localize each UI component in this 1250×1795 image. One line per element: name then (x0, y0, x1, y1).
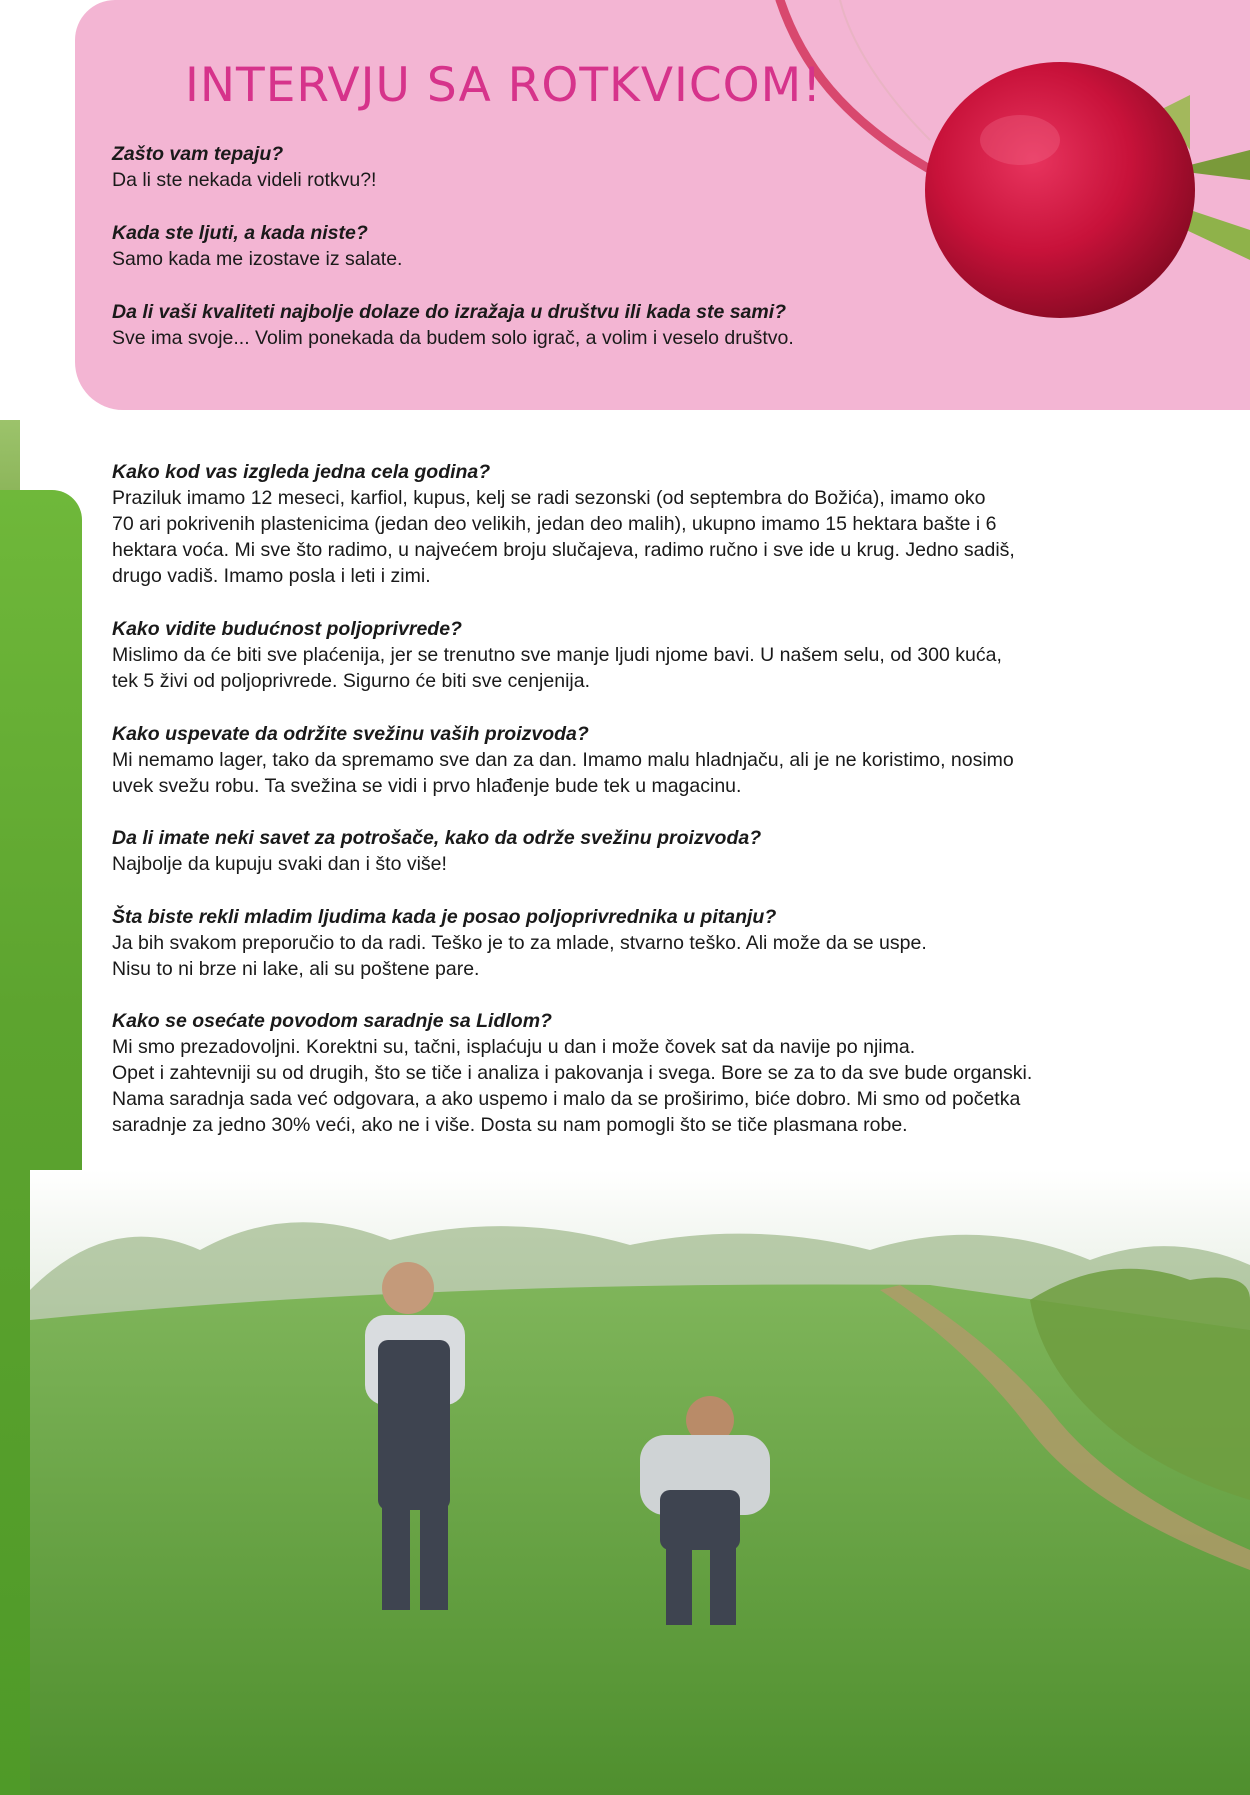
header-qa-2 (112, 220, 1212, 272)
question: Kako se osećate povodom saradnje sa Lidlom? (112, 1010, 552, 1032)
question: Da li imate neki savet za potrošače, kako da održe svežinu proizvoda? (112, 827, 762, 849)
header-qa-1 (112, 141, 1212, 193)
question: Kada ste ljuti, a kada niste? (112, 222, 368, 244)
page-title: INTERVJU SA ROTKVICOM! (185, 58, 823, 113)
interview-qa-5 (112, 904, 1212, 982)
answer-line: Opet i zahtevniji su od drugih, što se tiče i analiza i pakovanja i svega. Bore se za to da sve bude organski. (112, 1062, 1033, 1084)
question: Zašto vam tepaju? (112, 143, 284, 165)
answer-line: Nisu to ni brze ni lake, ali su poštene pare. (112, 958, 480, 980)
answer-line: tek 5 živi od poljoprivrede. Sigurno će biti sve cenjenija. (112, 670, 591, 692)
answer: Da li ste nekada videli rotkvu?! (112, 169, 377, 191)
answer-line: Najbolje da kupuju svaki dan i što više! (112, 853, 447, 875)
interview-qa-4 (112, 825, 1212, 877)
answer-line: Mi smo prezadovoljni. Korektni su, tačni, isplaćuju u dan i može čovek sat da navije po njima. (112, 1036, 916, 1058)
question: Kako vidite budućnost poljoprivrede? (112, 618, 462, 640)
answer: Sve ima svoje... Volim ponekada da budem solo igrač, a volim i veselo društvo. (112, 327, 794, 349)
interview-qa-1 (112, 459, 1212, 589)
answer-line: hektara voća. Mi sve što radimo, u najvećem broju slučajeva, radimo ručno i sve ide u krug. Jedno sadiš, (112, 539, 1015, 561)
interview-qa-2 (112, 616, 1212, 694)
interview-qa-6 (112, 1008, 1212, 1138)
answer-line: Mislimo da će biti sve plaćenija, jer se trenutno sve manje ljudi njome bavi. U našem selu, od 300 kuća, (112, 644, 1002, 666)
question: Šta biste rekli mladim ljudima kada je posao poljoprivrednika u pitanju? (112, 906, 777, 928)
answer-line: saradnje za jedno 30% veći, ako ne i više. Dosta su nam pomogli što se tiče plasmana robe. (112, 1114, 908, 1136)
header-qa-3 (112, 299, 1212, 351)
farmers-field-image (30, 1170, 1250, 1795)
question: Kako uspevate da održite svežinu vaših proizvoda? (112, 723, 589, 745)
answer-line: uvek svežu robu. Ta svežina se vidi i prvo hlađenje bude tek u magacinu. (112, 775, 742, 797)
answer-line: drugo vadiš. Imamo posla i leti i zimi. (112, 565, 431, 587)
question: Kako kod vas izgleda jedna cela godina? (112, 461, 491, 483)
answer-line: 70 ari pokrivenih plastenicima (jedan deo velikih, jedan deo malih), ukupno imamo 15 hektara bašte i 6 (112, 513, 997, 535)
answer-line: Mi nemamo lager, tako da spremamo sve dan za dan. Imamo malu hladnjaču, ali je ne koristimo, nosimo (112, 749, 1014, 771)
answer-line: Ja bih svakom preporučio to da radi. Teško je to za mlade, stvarno teško. Ali može da se uspe. (112, 932, 927, 954)
field-photo (30, 1170, 1250, 1795)
question: Da li vaši kvaliteti najbolje dolaze do izražaja u društvu ili kada ste sami? (112, 301, 787, 323)
answer-line: Praziluk imamo 12 meseci, karfiol, kupus, kelj se radi sezonski (od septembra do Božića), imamo oko (112, 487, 986, 509)
answer: Samo kada me izostave iz salate. (112, 248, 403, 270)
answer-line: Nama saradnja sada već odgovara, a ako uspemo i malo da se proširimo, biće dobro. Mi smo od početka (112, 1088, 1021, 1110)
interview-qa-3 (112, 721, 1212, 799)
